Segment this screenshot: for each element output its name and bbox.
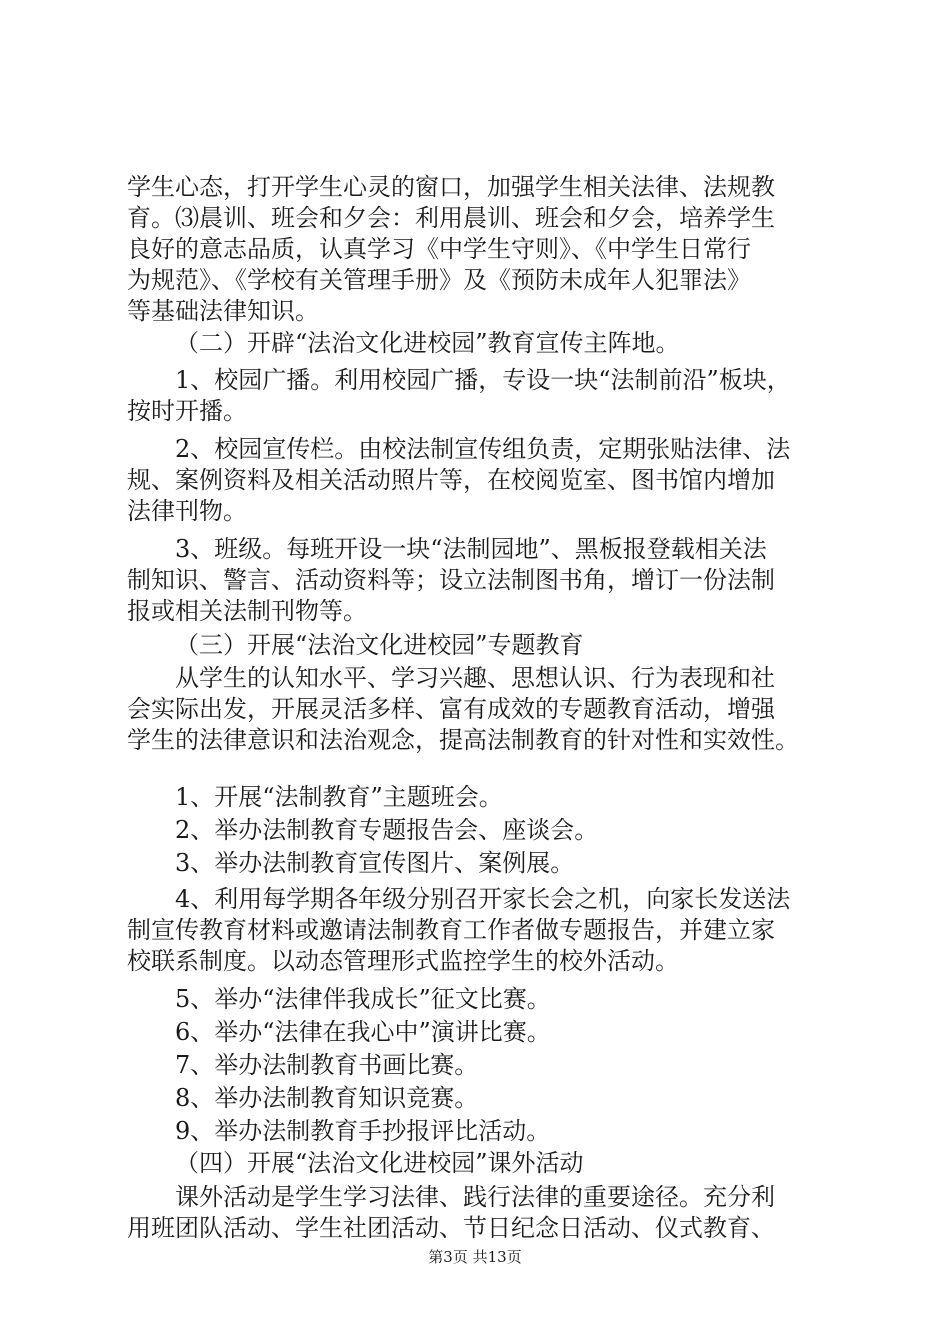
text-line: 规、案例资料及相关活动照片等，在校阅览室、图书馆内增加: [127, 466, 775, 494]
list-item: 8、举办法制教育知识竞赛。: [175, 1084, 479, 1112]
text-line: 1、校园广播。利用校园广播，专设一块“法制前沿”板块，: [175, 366, 791, 394]
text-line: 2、校园宣传栏。由校法制宣传组负责，定期张贴法律、法: [175, 435, 791, 463]
section-heading: （四）开展“法治文化进校园”课外活动: [175, 1149, 584, 1177]
list-item: 5、举办“法律伴我成长”征文比赛。: [175, 985, 551, 1013]
text-line: 制宣传教育材料或邀请法制教育工作者做专题报告，并建立家: [127, 916, 775, 944]
text-line: 法律刊物。: [127, 497, 247, 525]
section-heading: （三）开展“法治文化进校园”专题教育: [175, 631, 584, 659]
text-line: 会实际出发，开展灵活多样、富有成效的专题教育活动，增强: [127, 695, 775, 723]
list-item: 7、举办法制教育书画比赛。: [175, 1051, 479, 1079]
list-item: 2、举办法制教育专题报告会、座谈会。: [175, 816, 599, 844]
text-line: 等基础法律知识。: [127, 297, 319, 325]
text-line: 从学生的认知水平、学习兴趣、思想认识、行为表现和社: [175, 664, 775, 692]
text-line: 用班团队活动、学生社团活动、节日纪念日活动、仪式教育、: [127, 1214, 775, 1242]
text-line: 育。⑶晨训、班会和夕会：利用晨训、班会和夕会，培养学生: [127, 204, 775, 232]
text-line: 校联系制度。以动态管理形式监控学生的校外活动。: [127, 947, 679, 975]
text-line: 3、班级。每班开设一块“法制园地”、黑板报登载相关法: [175, 535, 767, 563]
text-line: 按时开播。: [127, 397, 247, 425]
text-line: 制知识、警言、活动资料等；设立法制图书角，增订一份法制: [127, 566, 775, 594]
list-item: 3、举办法制教育宣传图片、案例展。: [175, 849, 575, 877]
list-item: 1、开展“法制教育”主题班会。: [175, 783, 503, 811]
text-line: 报或相关法制刊物等。: [127, 597, 367, 625]
list-item: 6、举办“法律在我心中”演讲比赛。: [175, 1018, 551, 1046]
text-line: 良好的意志品质，认真学习《中学生守则》、《中学生日常行: [127, 235, 751, 263]
text-line: 学生心态，打开学生心灵的窗口，加强学生相关法律、法规教: [127, 173, 775, 201]
text-line: 课外活动是学生学习法律、践行法律的重要途径。充分利: [175, 1183, 775, 1211]
list-item: 4、利用每学期各年级分别召开家长会之机，向家长发送法: [175, 885, 791, 913]
text-line: 为规范》、《学校有关管理手册》及《预防未成年人犯罪法》: [127, 266, 751, 294]
text-line: 学生的法律意识和法治观念，提高法制教育的针对性和实效性。: [127, 726, 799, 754]
list-item: 9、举办法制教育手抄报评比活动。: [175, 1117, 551, 1145]
page-number-footer: 第3页 共13页: [428, 1248, 522, 1266]
section-heading: （二）开辟“法治文化进校园”教育宣传主阵地。: [175, 329, 680, 357]
